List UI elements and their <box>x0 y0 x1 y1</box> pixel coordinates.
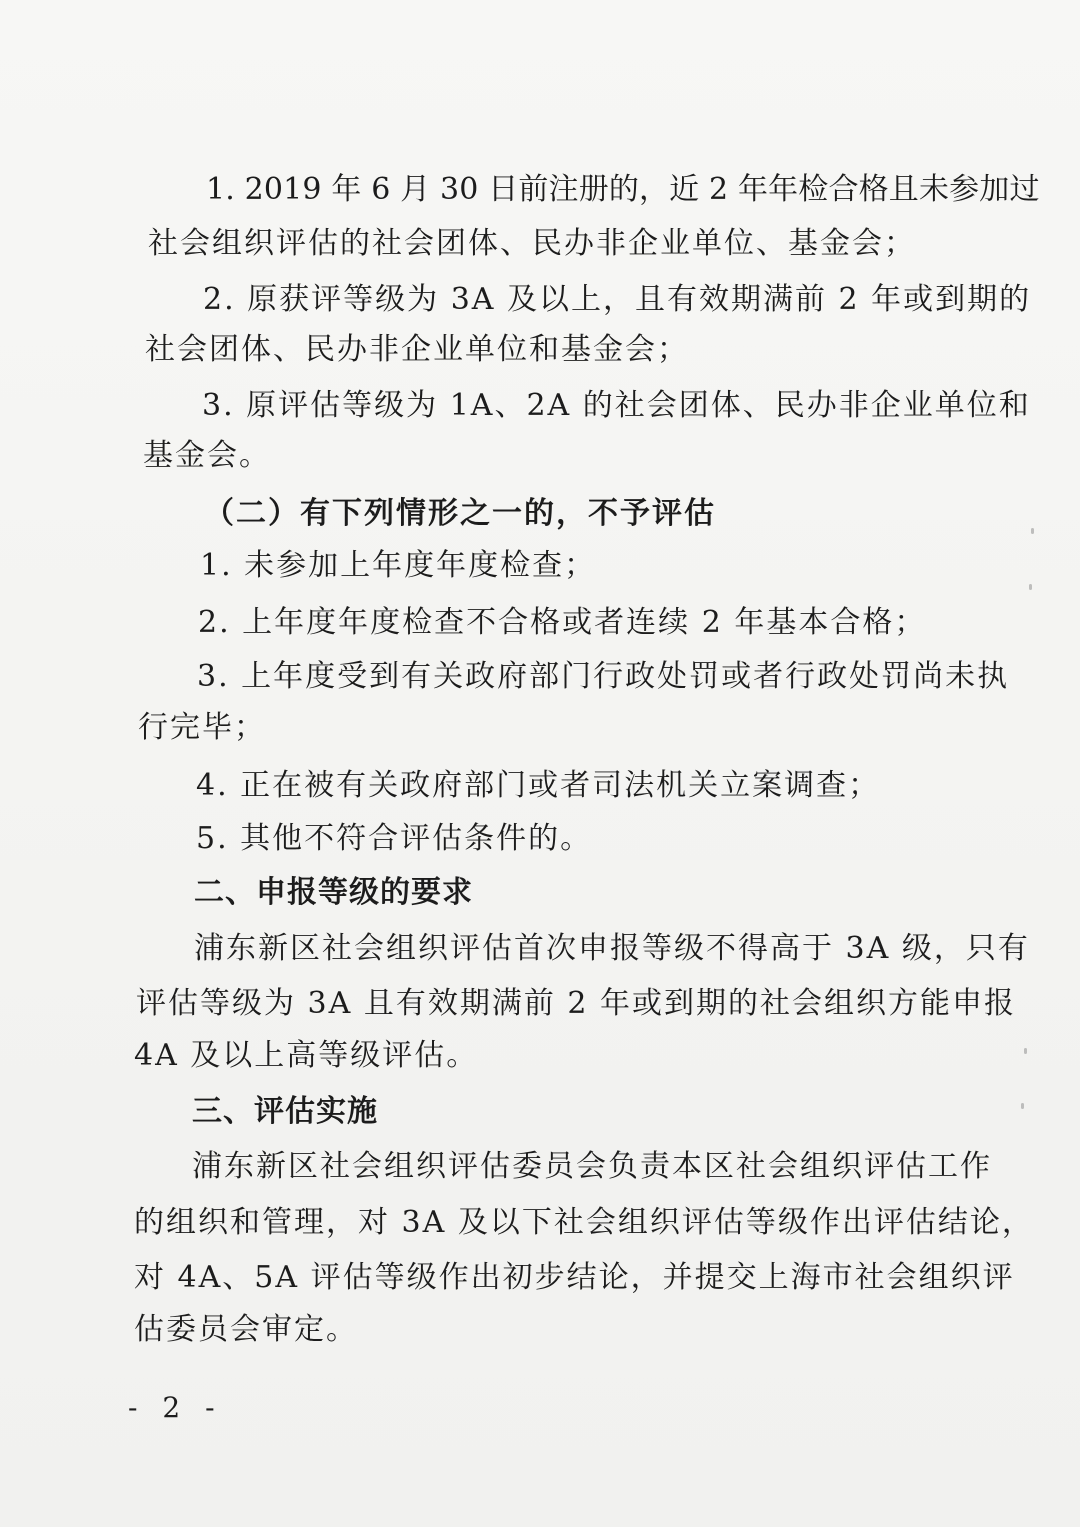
text-line-3: 2. 原获评等级为 3A 及以上，且有效期满前 2 年或到期的 <box>203 282 1032 317</box>
section-subheading-2: （二）有下列情形之一的，不予评估 <box>204 496 716 531</box>
text-line-15: 浦东新区社会组织评估首次申报等级不得高于 3A 级，只有 <box>194 931 1030 966</box>
text-line-17: 4A 及以上高等级评估。 <box>134 1038 479 1073</box>
text-line-2: 社会组织评估的社会团体、民办非企业单位、基金会； <box>148 226 916 261</box>
text-line-20: 的组织和管理，对 3A 及以下社会组织评估等级作出评估结论， <box>134 1205 1034 1240</box>
text-line-9: 2. 上年度年度检查不合格或者连续 2 年基本合格； <box>198 605 927 640</box>
text-line-8: 1. 未参加上年度年度检查； <box>200 548 597 583</box>
text-line-16: 评估等级为 3A 且有效期满前 2 年或到期的社会组织方能申报 <box>136 986 1016 1021</box>
text-line-6: 基金会。 <box>143 438 271 473</box>
text-line-13: 5. 其他不符合评估条件的。 <box>196 821 593 856</box>
text-line-1: 1. 2019 年 6 月 30 日前注册的，近 2 年年检合格且未参加过 <box>206 172 1040 207</box>
section-heading-requirements: 二、申报等级的要求 <box>194 875 473 910</box>
text-line-12: 4. 正在被有关政府部门或者司法机关立案调查； <box>196 768 881 803</box>
scan-speck <box>1021 1103 1024 1109</box>
section-heading-implementation: 三、评估实施 <box>192 1094 378 1129</box>
scan-speck <box>1031 528 1034 534</box>
text-line-5: 3. 原评估等级为 1A、2A 的社会团体、民办非企业单位和 <box>202 388 1031 423</box>
text-line-10: 3. 上年度受到有关政府部门行政处罚或者行政处罚尚未执 <box>197 659 1010 694</box>
page-number: - 2 - <box>128 1391 223 1424</box>
text-line-22: 估委员会审定。 <box>134 1312 358 1347</box>
scan-speck <box>1024 1048 1027 1054</box>
text-line-11: 行完毕； <box>138 710 266 745</box>
scan-speck <box>1029 584 1032 590</box>
text-line-4: 社会团体、民办非企业单位和基金会； <box>145 332 689 367</box>
text-line-21: 对 4A、5A 评估等级作出初步结论，并提交上海市社会组织评 <box>134 1260 1015 1295</box>
text-line-19: 浦东新区社会组织评估委员会负责本区社会组织评估工作 <box>192 1149 992 1184</box>
